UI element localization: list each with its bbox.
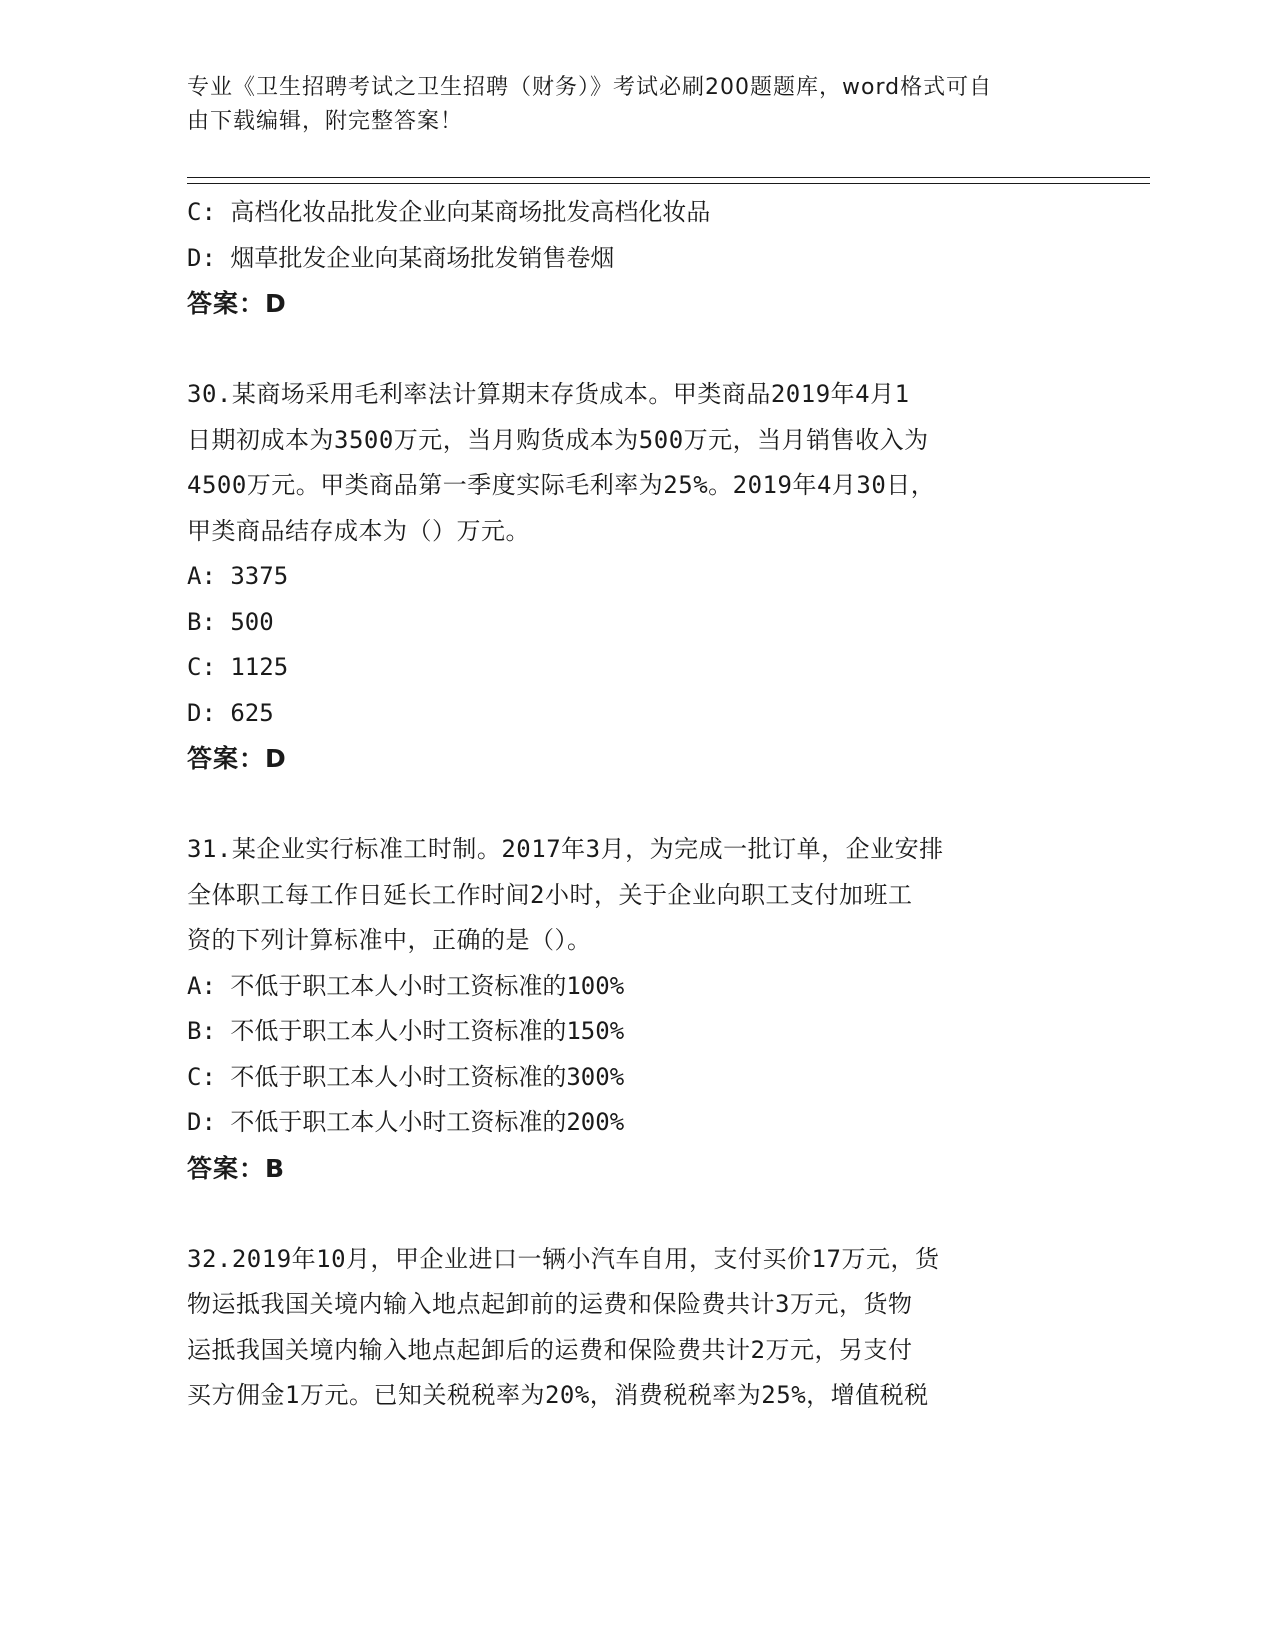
header-line-2: 由下载编辑，附完整答案！ [187, 109, 464, 134]
spacer [187, 1191, 1087, 1237]
question-30 [187, 372, 1087, 782]
question-text-line: 日期初成本为3500万元，当月购货成本为500万元，当月销售收入为 [187, 425, 929, 454]
option-d: D: 625 [187, 698, 274, 727]
question-text-line: 买方佣金1万元。已知关税税率为20%，消费税税率为25%，增值税税 [187, 1381, 929, 1409]
question-text-line: 32.2019年10月，甲企业进口一辆小汽车自用，支付买价17万元，货 [187, 1244, 940, 1273]
header-line-1: 专业《卫生招聘考试之卫生招聘（财务）》考试必刷200题题库，word格式可自 [187, 75, 993, 100]
option-a: A: 不低于职工本人小时工资标准的100% [187, 971, 625, 1000]
option-d: D: 不低于职工本人小时工资标准的200% [187, 1108, 625, 1136]
spacer [187, 782, 1087, 828]
question-text-line: 4500万元。甲类商品第一季度实际毛利率为25%。2019年4月30日， [187, 471, 936, 499]
spacer [187, 327, 1087, 373]
question-text-line: 物运抵我国关境内输入地点起卸前的运费和保险费共计3万元，货物 [187, 1290, 913, 1318]
document-header [187, 71, 1067, 139]
question-text-line: 运抵我国关境内输入地点起卸后的运费和保险费共计2万元，另支付 [187, 1335, 913, 1364]
option-a: A: 3375 [187, 562, 289, 590]
header-divider-top [187, 177, 1150, 178]
question-32 [187, 1237, 1087, 1419]
question-text-line: 甲类商品结存成本为（）万元。 [187, 516, 530, 545]
question-text-line: 全体职工每工作日延长工作时间2小时，关于企业向职工支付加班工 [187, 880, 913, 909]
answer-label: 答案：B [187, 1153, 286, 1183]
option-b: B: 500 [187, 607, 274, 636]
document-body [187, 190, 1087, 1419]
option-c: C: 不低于职工本人小时工资标准的300% [187, 1062, 625, 1091]
question-31 [187, 827, 1087, 1191]
option-c: C: 高档化妆品批发企业向某商场批发高档化妆品 [187, 198, 711, 226]
prev-question-block [187, 190, 1087, 327]
question-text-line: 31.某企业实行标准工时制。2017年3月，为完成一批订单，企业安排 [187, 835, 944, 863]
answer-label: 答案：D [187, 289, 287, 318]
option-b: B: 不低于职工本人小时工资标准的150% [187, 1017, 625, 1045]
answer-label: 答案：D [187, 744, 287, 773]
question-text-line: 资的下列计算标准中，正确的是（）。 [187, 926, 592, 954]
option-d: D: 烟草批发企业向某商场批发销售卷烟 [187, 243, 615, 272]
question-text-line: 30.某商场采用毛利率法计算期末存货成本。甲类商品2019年4月1 [187, 380, 910, 408]
option-c: C: 1125 [187, 653, 289, 681]
header-divider-bottom [187, 183, 1150, 184]
